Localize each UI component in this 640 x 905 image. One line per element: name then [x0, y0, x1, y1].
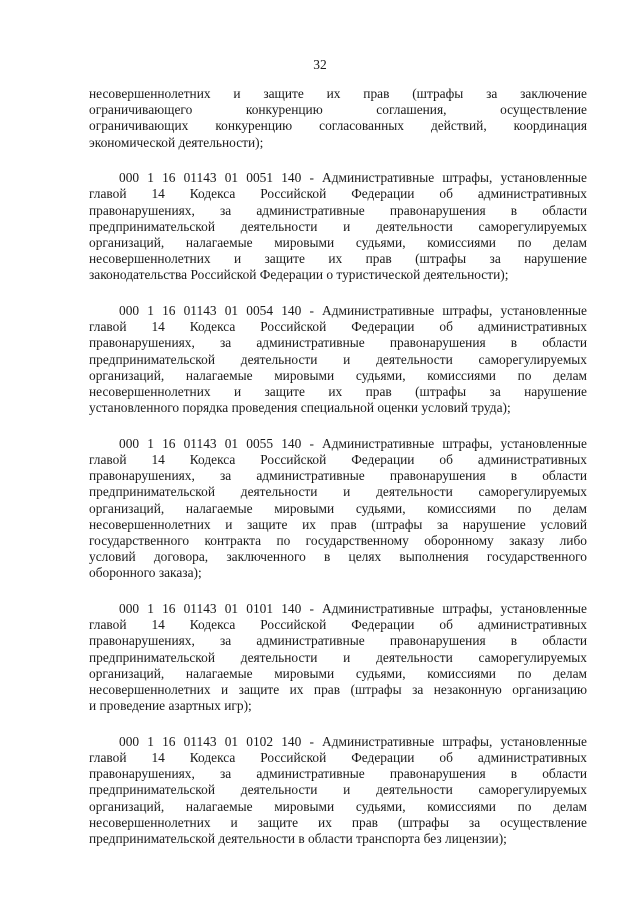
paragraph-line: ограничивающих конкуренцию согласованных действий, координация — [89, 118, 587, 134]
paragraph-line: экономической деятельности); — [89, 134, 264, 150]
paragraph-line: предпринимательской деятельности и деятельности саморегулируемых — [89, 649, 587, 665]
paragraph — [89, 86, 587, 151]
paragraph — [89, 303, 587, 416]
paragraph-line: несовершеннолетних и защите их прав (штрафы за нарушение условий — [89, 516, 587, 532]
paragraph — [89, 170, 587, 283]
paragraph-line: установленного порядка проведения специальной оценки условий труда); — [89, 400, 511, 416]
paragraph-line: главой 14 Кодекса Российской Федерации об административных — [89, 186, 587, 202]
paragraph-line: главой 14 Кодекса Российской Федерации об административных — [89, 617, 587, 633]
paragraph-line: 000 1 16 01143 01 0101 140 - Административные штрафы, установленные — [119, 601, 587, 617]
paragraph-line: предпринимательской деятельности и деятельности саморегулируемых — [89, 484, 587, 500]
paragraph-line: предпринимательской деятельности в области транспорта без лицензии); — [89, 831, 507, 846]
paragraph-line: 000 1 16 01143 01 0054 140 - Административные штрафы, установленные — [119, 303, 587, 319]
paragraph-line: организаций, налагаемые мировыми судьями, комиссиями по делам — [89, 367, 587, 383]
paragraph — [89, 734, 587, 847]
paragraph-line: условий договора, заключенного в целях выполнения государственного — [89, 549, 587, 565]
paragraph-line: предпринимательской деятельности и деятельности саморегулируемых — [89, 218, 587, 234]
paragraph-line: законодательства Российской Федерации о туристической деятельности); — [89, 267, 509, 283]
paragraph-line: правонарушениях, за административные правонарушения в области — [89, 202, 587, 218]
paragraph-line: оборонного заказа); — [89, 565, 202, 581]
paragraph-line: несовершеннолетних и защите их прав (штрафы за нарушение — [89, 384, 587, 399]
paragraph-line: правонарушениях, за административные правонарушения в области — [89, 766, 587, 782]
document-body — [89, 86, 587, 867]
paragraph — [89, 601, 587, 714]
paragraph-line: 000 1 16 01143 01 0102 140 - Административные штрафы, установленные — [119, 733, 587, 749]
paragraph — [89, 436, 587, 582]
paragraph-line: несовершеннолетних и защите их прав (штрафы за нарушение — [89, 251, 587, 267]
paragraph-line: главой 14 Кодекса Российской Федерации об административных — [89, 319, 587, 335]
paragraph-line: предпринимательской деятельности и деятельности саморегулируемых — [89, 351, 587, 367]
paragraph-line: предпринимательской деятельности и деятельности саморегулируемых — [89, 782, 587, 798]
page-number: 32 — [313, 57, 327, 72]
paragraph-line: 000 1 16 01143 01 0051 140 - Административные штрафы, установленные — [119, 170, 587, 186]
paragraph-line: главой 14 Кодекса Российской Федерации об административных — [89, 452, 587, 468]
paragraph-line: правонарушениях, за административные правонарушения в области — [89, 335, 587, 351]
paragraph-line: главой 14 Кодекса Российской Федерации об административных — [89, 750, 587, 766]
paragraph-line: государственного контракта по государственному оборонному заказу либо — [89, 533, 587, 548]
paragraph-line: организаций, налагаемые мировыми судьями, комиссиями по делам — [89, 500, 587, 516]
paragraph-line: 000 1 16 01143 01 0055 140 - Административные штрафы, установленные — [119, 435, 587, 451]
paragraph-line: несовершеннолетних и защите их прав (штрафы за осуществление — [89, 814, 587, 830]
paragraph-line: организаций, налагаемые мировыми судьями, комиссиями по делам — [89, 235, 587, 250]
paragraph-line: ограничивающего конкуренцию соглашения, осуществление — [89, 102, 587, 118]
paragraph-line: и проведение азартных игр); — [89, 698, 252, 714]
paragraph-line: несовершеннолетних и защите их прав (штрафы за незаконную организацию — [89, 682, 587, 697]
paragraph-line: организаций, налагаемые мировыми судьями, комиссиями по делам — [89, 798, 587, 814]
paragraph-line: правонарушениях, за административные правонарушения в области — [89, 468, 587, 484]
paragraph-line: несовершеннолетних и защите их прав (штрафы за заключение — [89, 86, 587, 101]
paragraph-line: правонарушениях, за административные правонарушения в области — [89, 633, 587, 649]
paragraph-line: организаций, налагаемые мировыми судьями, комиссиями по делам — [89, 665, 587, 681]
